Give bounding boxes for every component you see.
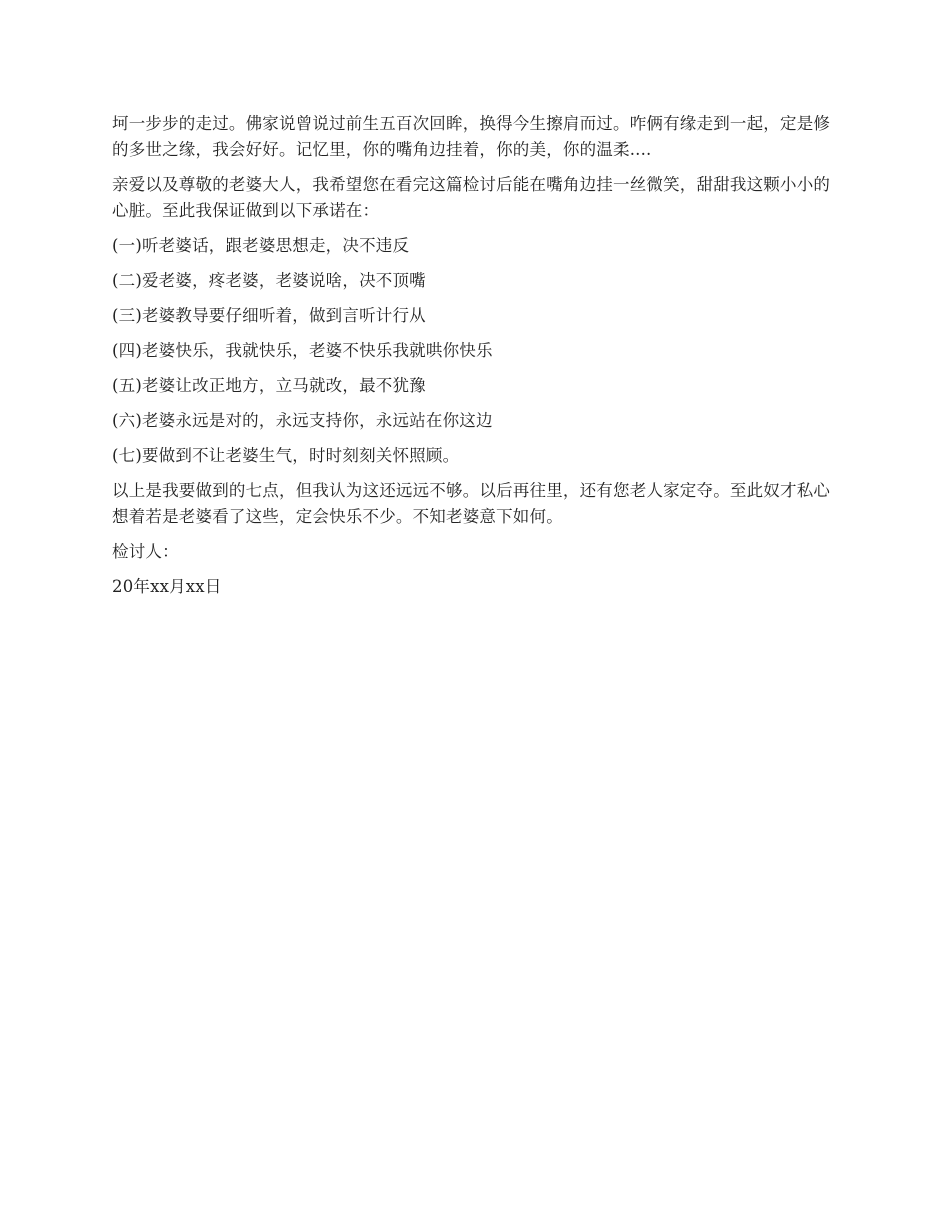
promise-item-6: (六)老婆永远是对的，永远支持你，永远站在你这边	[112, 411, 493, 430]
date-line: 20年xx月xx日	[112, 577, 222, 596]
promise-item-5: (五)老婆让改正地方，立马就改，最不犹豫	[112, 376, 426, 395]
promise-item-3: (三)老婆教导要仔细听着，做到言听计行从	[112, 306, 426, 325]
promise-item-4: (四)老婆快乐，我就快乐，老婆不快乐我就哄你快乐	[112, 341, 493, 360]
paragraph-conclusion: 以上是我要做到的七点，但我认为这还远远不够。以后再往里，还有您老人家定夺。至此奴才私心想着若是老婆看了这些，定会快乐不少。不知老婆意下如何。	[112, 481, 831, 526]
promise-item-2: (二)爱老婆，疼老婆，老婆说啥，决不顶嘴	[112, 271, 426, 290]
document-body	[112, 111, 840, 609]
promise-item-1: (一)听老婆话，跟老婆思想走，决不违反	[112, 236, 410, 255]
promise-item-7: (七)要做到不让老婆生气，时时刻刻关怀照顾。	[112, 446, 460, 465]
signature-label: 检讨人：	[112, 542, 179, 561]
paragraph-intro-continuation: 坷一步步的走过。佛家说曾说过前生五百次回眸，换得今生擦肩而过。咋俩有缘走到一起，定是修的多世之缘，我会好好。记忆里，你的嘴角边挂着，你的美，你的温柔....	[112, 114, 831, 159]
paragraph-promise-intro: 亲爱以及尊敬的老婆大人，我希望您在看完这篇检讨后能在嘴角边挂一丝微笑，甜甜我这颗小小的心脏。至此我保证做到以下承诺在：	[112, 175, 831, 220]
